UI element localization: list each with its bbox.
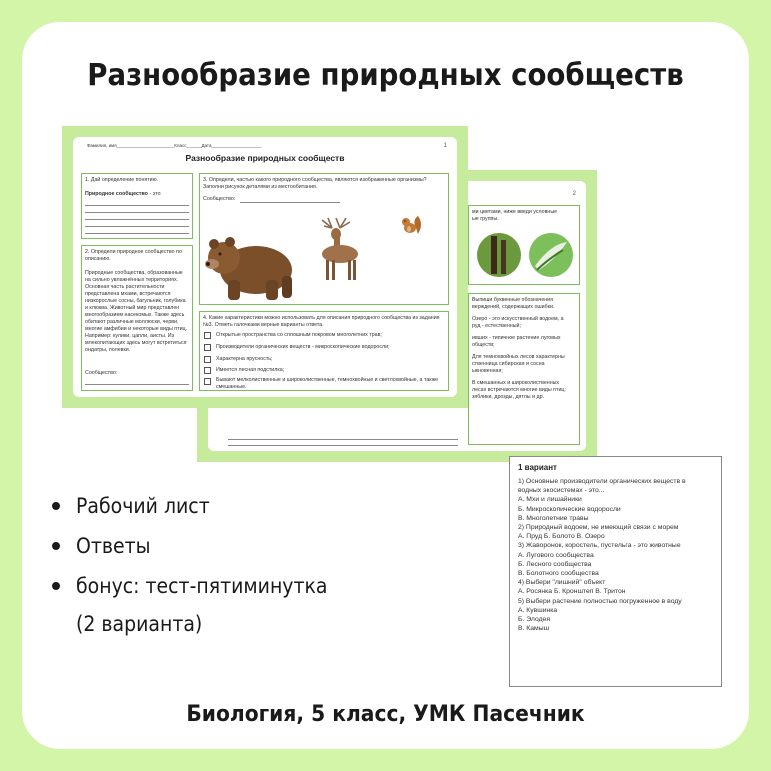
worksheet-page-1-sheet — [73, 137, 457, 397]
answer-line — [228, 445, 458, 446]
squirrel-icon — [400, 214, 424, 236]
quiz-line: Б. Микроскопические водоросли — [518, 505, 621, 513]
page-number: 2 — [572, 191, 576, 197]
task-2-box: 2. Определи природное сообщество по описанию. Природные сообщества, образованные на сильно увлажнённых территориях. Основная часть растительности представлена мхами, встречаются низкорослые сосны, багульник, голубика и клюква. Животный мир представлен многообразием насекомых. Также здесь обитают различные моллюски, черви, многие амфибии и некоторые виды птиц. Например: кулики, цапли, аисты. Из млекопитающих здесь могут встретиться ондатры, полевки. Сообщество: — [81, 245, 193, 391]
quiz-preview — [509, 456, 722, 687]
bullet-icon — [52, 502, 60, 510]
plant-photos-icon — [477, 230, 577, 280]
quiz-line: 3) Жаворонок, коростель, пустельга - это животные — [518, 542, 681, 550]
page-title: Разнообразие природных сообществ — [87, 58, 684, 93]
bullet-icon — [52, 582, 60, 590]
quiz-line: 4) Выбери "лишний" объект — [518, 579, 606, 587]
quiz-line: Б. Элодея — [518, 616, 550, 624]
task-box: Выпиши буквенные обозначения верждений, содержащих ошибки. Озеро - это искусственный водоем, а руд - естественный; ивших - типичное растение луговых обществ; Для темнохвойных лесов характерны ственница сибирская и сосна ыкновенная; В смешанных и широколиственных лесах встречаются многие виды птиц: зяблики, дрозды, дятлы и др. — [468, 293, 580, 445]
bullet-icon — [52, 542, 60, 550]
worksheet-title: Разнообразие природных сообществ — [185, 153, 345, 163]
list-item: Рабочий лист — [52, 486, 355, 526]
answer-checkbox[interactable] — [204, 378, 211, 385]
page-number: 1 — [443, 143, 447, 149]
quiz-line: А. Лугового сообщества — [518, 551, 594, 559]
bear-icon — [204, 222, 296, 302]
footer-text: Биология, 5 класс, УМК Пасечник — [186, 702, 585, 727]
quiz-line: В. Болотного сообщества — [518, 570, 599, 578]
deer-icon — [306, 216, 366, 282]
quiz-title: 1 вариант — [518, 463, 557, 472]
answer-checkbox[interactable] — [204, 332, 211, 339]
task-box: ми цветами, ниже введи условные ые группы. — [468, 205, 580, 285]
quiz-line: Б. Лесного сообщества — [518, 560, 592, 568]
quiz-line: А. Пруд Б. Болото В. Озеро — [518, 533, 605, 541]
answer-line — [228, 439, 458, 440]
quiz-line: 2) Природный водоем, не имеющий связи с морем — [518, 524, 679, 532]
list-item: бонус: тест-пятиминутка — [52, 566, 355, 606]
answer-checkbox[interactable] — [204, 344, 211, 351]
list-item-subtext: (2 варианта) — [76, 612, 203, 636]
task-3-box: 3. Определи, частью какого природного сообщества, являются изображенные организмы? Заполни рисунок деталями из местообитания. Сообщество: — [199, 173, 449, 305]
quiz-line: В. Многолетние травы — [518, 514, 589, 522]
quiz-line: 5) Выбери растение полностью погруженное в воду — [518, 597, 682, 605]
task-4-box: 4. Какие характеристики можно использовать для описания природного сообщества из задания №3. Отметь галочками верные варианты ответа. Открытые пространства со сплошным покровом многолетних трав; Производители органических веществ - микроскопические водоросли; Характерна ярусность; Имеется лесная подстилка; Бывают мелколиственные и широколиственные, темнохвойные и светлохвойные, а также смешанные. — [199, 311, 449, 391]
answer-checkbox[interactable] — [204, 356, 211, 363]
task-1-box: 1. Дай определение понятию. Природное сообщество - это — [81, 173, 193, 239]
student-header: Фамилия, имя_______________________Класс______Дата____________________ — [87, 143, 262, 148]
answer-checkbox[interactable] — [204, 367, 211, 374]
cover-card — [22, 22, 749, 749]
list-item: Ответы — [52, 526, 355, 566]
quiz-line: водных экосистемах - это... — [518, 487, 605, 495]
worksheet-page-1 — [62, 126, 468, 408]
quiz-line: А. Кувшинка — [518, 606, 558, 614]
quiz-line: 1) Основные производители органических веществ в — [518, 478, 686, 485]
quiz-line: В. Камыш — [518, 625, 550, 633]
quiz-line: А. Мхи и лишайники — [518, 496, 582, 504]
features-list — [52, 486, 355, 642]
quiz-line: А. Росянка Б. Кронштеп В. Тритон — [518, 588, 626, 596]
quiz-lines — [518, 477, 713, 633]
